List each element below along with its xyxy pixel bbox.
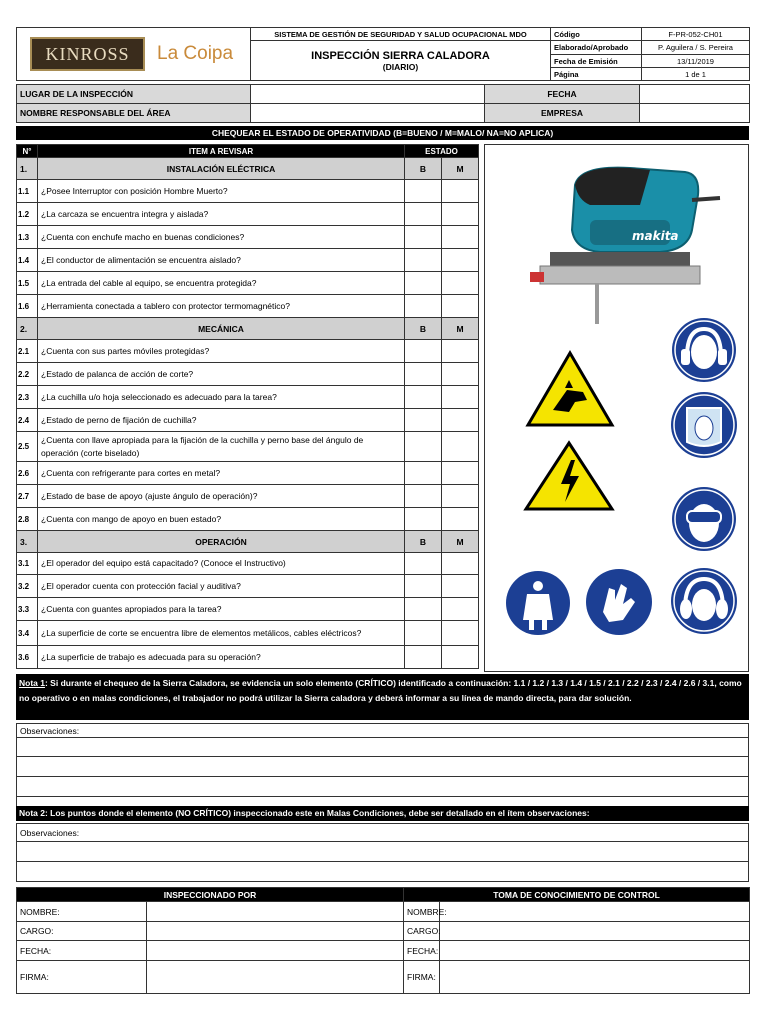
observaciones-line-1[interactable] — [17, 738, 749, 757]
estado-bueno-cell[interactable] — [405, 508, 442, 531]
right-cargo-field[interactable] — [440, 922, 750, 941]
estado-bueno-cell[interactable] — [405, 386, 442, 409]
right-nombre-field[interactable] — [440, 902, 750, 922]
left-cargo-label: CARGO: — [17, 922, 147, 941]
estado-malo-cell[interactable] — [442, 485, 479, 508]
meta-value-0: F-PR-052-CH01 — [642, 28, 750, 41]
checklist-row — [17, 553, 479, 575]
item-number: 1.3 — [17, 226, 38, 249]
section-title: OPERACIÓN — [38, 531, 405, 553]
info-table — [16, 84, 750, 123]
lugar-label: LUGAR DE LA INSPECCIÓN — [17, 85, 251, 104]
estado-malo-cell[interactable] — [442, 598, 479, 621]
estado-bueno-cell[interactable] — [405, 598, 442, 621]
estado-bueno-cell[interactable] — [405, 432, 442, 462]
estado-bueno-cell[interactable] — [405, 249, 442, 272]
item-number: 1.5 — [17, 272, 38, 295]
responsable-field[interactable] — [251, 104, 485, 123]
nota1-prefix: Nota 1 — [19, 678, 45, 688]
images-panel — [484, 144, 749, 672]
estado-malo-cell[interactable] — [442, 363, 479, 386]
meta-label-1: Elaborado/Aprobado — [551, 41, 642, 55]
estado-malo-cell[interactable] — [442, 272, 479, 295]
empresa-field[interactable] — [640, 104, 750, 123]
item-question: ¿La carcaza se encuentra integra y aislada? — [38, 203, 405, 226]
inspeccionado-title: INSPECCIONADO POR — [17, 888, 404, 902]
item-number: 2.7 — [17, 485, 38, 508]
col-head-estado: ESTADO — [405, 145, 479, 158]
checklist-row — [17, 432, 479, 462]
signatures-table — [16, 887, 750, 994]
estado-bueno-cell[interactable] — [405, 646, 442, 669]
checklist-row — [17, 180, 479, 203]
section-col-b: B — [405, 531, 442, 553]
apron-sign-icon — [505, 570, 571, 636]
nota1-box — [16, 674, 749, 720]
checklist-row — [17, 272, 479, 295]
estado-bueno-cell[interactable] — [405, 409, 442, 432]
site-name: La Coipa — [157, 43, 234, 64]
item-number: 2.8 — [17, 508, 38, 531]
section-col-m: M — [442, 531, 479, 553]
item-number: 2.2 — [17, 363, 38, 386]
ear-protection-sign-icon — [667, 317, 741, 383]
kinross-logo: KINROSS — [30, 37, 145, 71]
estado-malo-cell[interactable] — [442, 340, 479, 363]
item-question: ¿Posee Interruptor con posición Hombre Muerto? — [38, 180, 405, 203]
item-number: 2.6 — [17, 462, 38, 485]
col-head-n: N° — [17, 145, 38, 158]
hand-hazard-warning-icon — [525, 350, 615, 428]
meta-value-1: P. Aguilera / S. Pereira — [642, 41, 750, 55]
right-fecha-label: FECHA: — [404, 941, 440, 961]
left-firma-field[interactable] — [147, 961, 404, 994]
estado-malo-cell[interactable] — [442, 621, 479, 646]
item-question: ¿Cuenta con guantes apropiados para la tarea? — [38, 598, 405, 621]
item-question: ¿La superficie de trabajo es adecuada para su operación? — [38, 646, 405, 669]
estado-bueno-cell[interactable] — [405, 363, 442, 386]
estado-bueno-cell[interactable] — [405, 180, 442, 203]
hearing-protection-sign-icon — [667, 565, 741, 637]
item-number: 1.4 — [17, 249, 38, 272]
estado-bueno-cell[interactable] — [405, 203, 442, 226]
estado-malo-cell[interactable] — [442, 226, 479, 249]
item-number: 2.1 — [17, 340, 38, 363]
doc-subtitle: (DIARIO) — [382, 61, 419, 72]
nota1-text: : Si durante el chequeo de la Sierra Caladora, se evidencia un solo elemento (CRÍTICO) identificado a continuación: 1.1 / 1.2 / 1.3 / 1.4 / 1.5 / 2.1 / 2.2 / 2.3 / 2.4 / 2.6 / 3.1, como no operativo o en malas condiciones, el trabajador no podrá utilizar la Sierra caladora y deberá informar a su línea de mando directa, para dar solución. — [19, 678, 742, 703]
item-number: 2.3 — [17, 386, 38, 409]
checklist-row — [17, 249, 479, 272]
checklist-row — [17, 363, 479, 386]
checklist-row — [17, 462, 479, 485]
checklist-row — [17, 621, 479, 646]
fecha-field[interactable] — [640, 85, 750, 104]
estado-bueno-cell[interactable] — [405, 272, 442, 295]
item-number: 3.6 — [17, 646, 38, 669]
checklist-table — [16, 144, 479, 669]
section-col-m: M — [442, 158, 479, 180]
item-question: ¿Estado de base de apoyo (ajuste ángulo de operación)? — [38, 485, 405, 508]
meta-value-2: 13/11/2019 — [642, 55, 750, 68]
section-number: 2. — [17, 318, 38, 340]
observaciones-line-2[interactable] — [17, 757, 749, 777]
right-nombre-label: NOMBRE: — [404, 902, 440, 922]
item-question: ¿La superficie de corte se encuentra libre de elementos metálicos, cables eléctricos? — [38, 621, 405, 646]
right-cargo-label: CARGO: — [404, 922, 440, 941]
system-title: SISTEMA DE GESTIÓN DE SEGURIDAD Y SALUD OCUPACIONAL MDO — [251, 28, 551, 41]
electrical-hazard-warning-icon — [523, 440, 615, 512]
item-question: ¿Estado de perno de fijación de cuchilla? — [38, 409, 405, 432]
item-number: 2.5 — [17, 432, 38, 462]
checklist-row — [17, 575, 479, 598]
section-col-m: M — [442, 318, 479, 340]
checklist-row — [17, 203, 479, 226]
meta-label-0: Código — [551, 28, 642, 41]
estado-malo-cell[interactable] — [442, 575, 479, 598]
checklist-row — [17, 295, 479, 318]
item-number: 3.2 — [17, 575, 38, 598]
doc-title: INSPECCIÓN SIERRA CALADORA — [311, 49, 490, 62]
estado-bueno-cell[interactable] — [405, 553, 442, 575]
item-question: ¿El operador del equipo está capacitado? (Conoce el Instructivo) — [38, 553, 405, 575]
item-question: ¿Herramienta conectada a tablero con protector termomagnético? — [38, 295, 405, 318]
item-number: 3.4 — [17, 621, 38, 646]
left-firma-label: FIRMA: — [17, 961, 147, 994]
tool-brand: makita — [632, 229, 679, 243]
section-col-b: B — [405, 158, 442, 180]
section-col-b: B — [405, 318, 442, 340]
item-number: 1.6 — [17, 295, 38, 318]
observaciones2-line-1[interactable] — [17, 842, 749, 862]
estado-malo-cell[interactable] — [442, 409, 479, 432]
meta-value-3: 1 de 1 — [642, 68, 750, 81]
estado-bueno-cell[interactable] — [405, 485, 442, 508]
gloves-sign-icon — [585, 568, 653, 636]
right-firma-field[interactable] — [440, 961, 750, 994]
item-number: 3.3 — [17, 598, 38, 621]
section-header-row — [17, 531, 479, 553]
checklist-row — [17, 409, 479, 432]
checklist-row — [17, 598, 479, 621]
toma-conocimiento-title: TOMA DE CONOCIMIENTO DE CONTROL — [404, 888, 750, 902]
col-head-item: ITEM A REVISAR — [38, 145, 405, 158]
right-firma-label: FIRMA: — [404, 961, 440, 994]
item-number: 1.1 — [17, 180, 38, 203]
logo-cell — [17, 28, 251, 81]
observaciones-table-1 — [16, 723, 749, 817]
section-title: MECÁNICA — [38, 318, 405, 340]
observaciones2-label: Observaciones: — [17, 824, 749, 842]
doc-title-cell — [251, 41, 551, 81]
estado-malo-cell[interactable] — [442, 508, 479, 531]
item-question: ¿Cuenta con refrigerante para cortes en metal? — [38, 462, 405, 485]
checklist-row — [17, 386, 479, 409]
section-title: INSTALACIÓN ELÉCTRICA — [38, 158, 405, 180]
meta-label-3: Página — [551, 68, 642, 81]
item-question: ¿Cuenta con enchufe macho en buenas condiciones? — [38, 226, 405, 249]
estado-bueno-cell[interactable] — [405, 462, 442, 485]
observaciones2-line-2[interactable] — [17, 862, 749, 882]
estado-bueno-cell[interactable] — [405, 621, 442, 646]
section-header-row — [17, 318, 479, 340]
estado-bueno-cell[interactable] — [405, 575, 442, 598]
header-table — [16, 27, 750, 81]
estado-malo-cell[interactable] — [442, 432, 479, 462]
lugar-field[interactable] — [251, 85, 485, 104]
estado-malo-cell[interactable] — [442, 462, 479, 485]
estado-malo-cell[interactable] — [442, 386, 479, 409]
jigsaw-image — [520, 160, 720, 330]
left-fecha-field[interactable] — [147, 941, 404, 961]
estado-bueno-cell[interactable] — [405, 340, 442, 363]
estado-malo-cell[interactable] — [442, 553, 479, 575]
face-shield-sign-icon — [667, 390, 741, 460]
estado-bueno-cell[interactable] — [405, 226, 442, 249]
checklist-row — [17, 508, 479, 531]
item-question: ¿La entrada del cable al equipo, se encuentra protegida? — [38, 272, 405, 295]
section-header-row — [17, 158, 479, 180]
checklist-row — [17, 226, 479, 249]
section-number: 3. — [17, 531, 38, 553]
left-nombre-label: NOMBRE: — [17, 902, 147, 922]
item-question: ¿Cuenta con llave apropiada para la fijación de la cuchilla y perno base del ángulo de operación (corte biselado) — [38, 432, 405, 462]
item-question: ¿El operador cuenta con protección facial y auditiva? — [38, 575, 405, 598]
nota2-box: Nota 2: Los puntos donde el elemento (NO CRÍTICO) inspeccionado este en Malas Condiciones, debe ser detallado en el ítem observaciones: — [16, 806, 749, 821]
item-number: 2.4 — [17, 409, 38, 432]
fecha-label: FECHA — [485, 85, 640, 104]
item-question: ¿Cuenta con sus partes móviles protegidas? — [38, 340, 405, 363]
item-question: ¿Estado de palanca de acción de corte? — [38, 363, 405, 386]
observaciones-table-2 — [16, 823, 749, 882]
check-banner: CHEQUEAR EL ESTADO DE OPERATIVIDAD (B=BUENO / M=MALO/ NA=NO APLICA) — [16, 126, 749, 140]
responsable-label: NOMBRE RESPONSABLE DEL ÁREA — [17, 104, 251, 123]
estado-malo-cell[interactable] — [442, 295, 479, 318]
right-fecha-field[interactable] — [440, 941, 750, 961]
item-question: ¿La cuchilla u/o hoja seleccionado es adecuado para la tarea? — [38, 386, 405, 409]
section-number: 1. — [17, 158, 38, 180]
meta-label-2: Fecha de Emisión — [551, 55, 642, 68]
estado-malo-cell[interactable] — [442, 249, 479, 272]
estado-bueno-cell[interactable] — [405, 295, 442, 318]
estado-malo-cell[interactable] — [442, 180, 479, 203]
checklist-row — [17, 485, 479, 508]
item-question: ¿Cuenta con mango de apoyo en buen estado? — [38, 508, 405, 531]
observaciones-label: Observaciones: — [17, 724, 749, 738]
estado-malo-cell[interactable] — [442, 203, 479, 226]
item-number: 1.2 — [17, 203, 38, 226]
item-question: ¿El conductor de alimentación se encuentra aislado? — [38, 249, 405, 272]
item-number: 3.1 — [17, 553, 38, 575]
left-nombre-field[interactable] — [147, 902, 404, 922]
empresa-label: EMPRESA — [485, 104, 640, 123]
eye-protection-sign-icon — [667, 485, 741, 553]
estado-malo-cell[interactable] — [442, 646, 479, 669]
checklist-row — [17, 646, 479, 669]
observaciones-line-3[interactable] — [17, 777, 749, 797]
checklist-row — [17, 340, 479, 363]
left-cargo-field[interactable] — [147, 922, 404, 941]
left-fecha-label: FECHA: — [17, 941, 147, 961]
